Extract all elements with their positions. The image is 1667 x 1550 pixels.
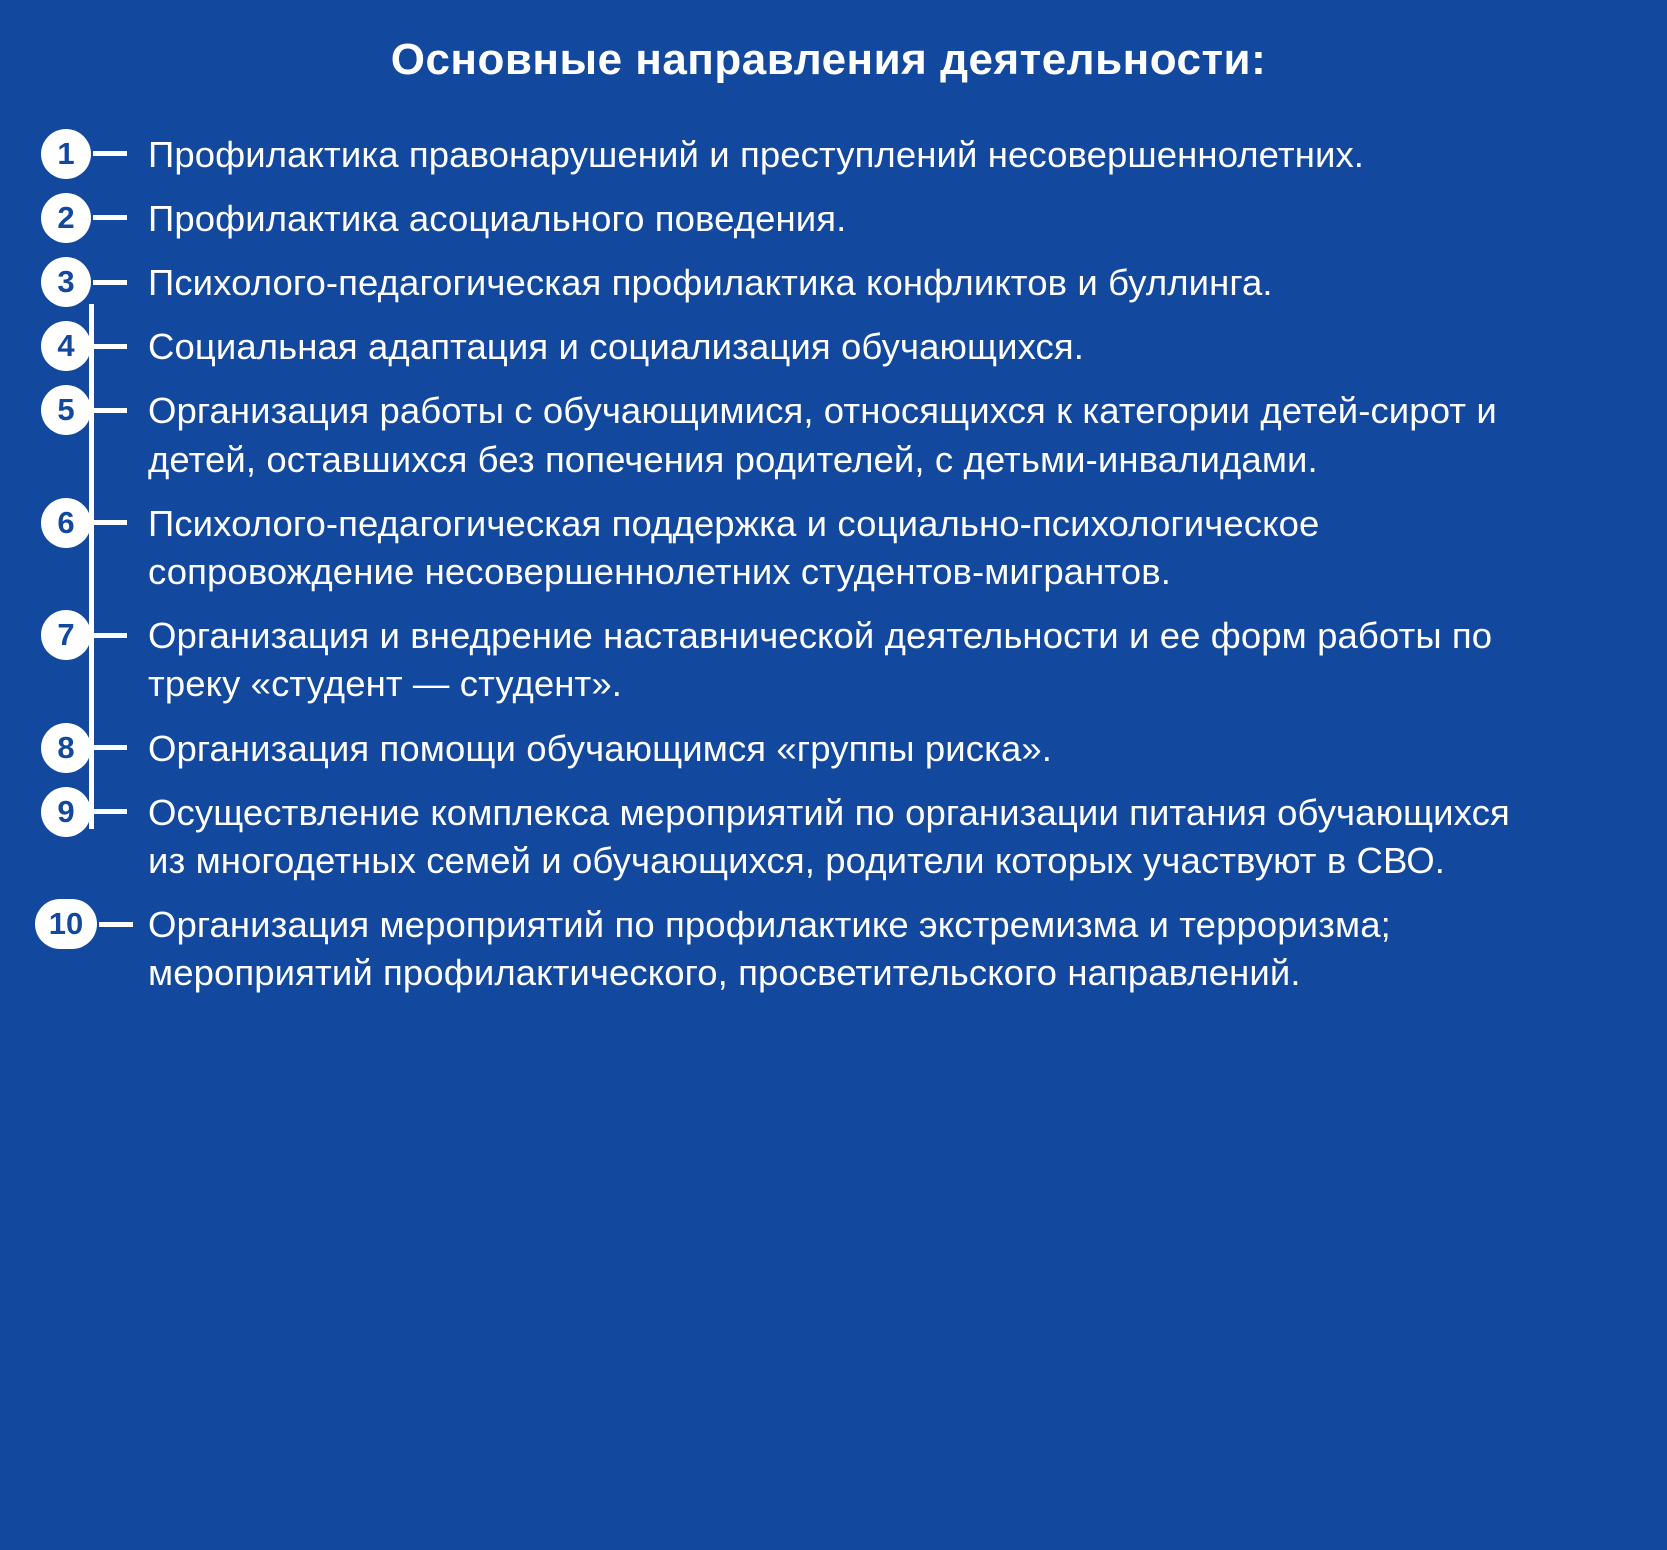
list-item <box>30 899 1607 997</box>
directions-list <box>30 129 1607 998</box>
list-item-marker <box>30 321 148 371</box>
list-item <box>30 321 1607 371</box>
item-number-badge: 1 <box>41 129 91 179</box>
list-item-marker <box>30 498 148 548</box>
list-item-text: Организация работы с обучающимися, относящихся к категории детей-сирот и детей, оставшихся без попечения родителей, с детьми-инвалидами. <box>148 390 1497 480</box>
connector-dash-icon <box>93 215 127 220</box>
list-item-text: Профилактика асоциального поведения. <box>148 197 847 239</box>
list-item-text: Организация и внедрение наставнической деятельности и ее форм работы по треку «студент — студент». <box>148 615 1493 705</box>
list-item-text: Осуществление комплекса мероприятий по организации питания обучающихся из многодетных семей и обучающихся, родители которых участвуют в СВО. <box>148 791 1510 881</box>
list-item-text: Психолого-педагогическая поддержка и социально-психологическое сопровождение несовершеннолетних студентов-мигрантов. <box>148 502 1320 592</box>
item-number-badge: 5 <box>41 385 91 435</box>
connector-dash-icon <box>93 809 127 814</box>
connector-dash-icon <box>93 344 127 349</box>
connector-dash-icon <box>93 745 127 750</box>
list-item <box>30 723 1607 773</box>
item-number-badge: 4 <box>41 321 91 371</box>
connector-dash-icon <box>93 280 127 285</box>
item-number-badge: 9 <box>41 787 91 837</box>
list-item-marker <box>30 257 148 307</box>
list-item-marker <box>30 193 148 243</box>
list-item-marker <box>30 723 148 773</box>
list-item <box>30 610 1607 708</box>
item-number-badge: 2 <box>41 193 91 243</box>
page-title: Основные направления деятельности: <box>390 35 1267 84</box>
list-item-text: Профилактика правонарушений и преступлений несовершеннолетних. <box>148 133 1365 175</box>
list-item-marker <box>30 610 148 660</box>
item-number-badge: 8 <box>41 723 91 773</box>
list-item-marker <box>30 129 148 179</box>
item-number-badge: 10 <box>35 899 97 949</box>
list-item-text: Организация мероприятий по профилактике экстремизма и терроризма; мероприятий профилактического, просветительского направлений. <box>148 904 1391 994</box>
connector-dash-icon <box>93 408 127 413</box>
list-item <box>30 193 1607 243</box>
list-item-marker <box>30 385 148 435</box>
item-number-badge: 6 <box>41 498 91 548</box>
item-number-badge: 7 <box>41 610 91 660</box>
connector-dash-icon <box>93 633 127 638</box>
list-item <box>30 385 1607 483</box>
list-item <box>30 257 1607 307</box>
list-item-text: Организация помощи обучающимся «группы риска». <box>148 727 1053 769</box>
list-item <box>30 498 1607 596</box>
list-item <box>30 129 1607 179</box>
list-item-marker <box>30 899 148 949</box>
list-item <box>30 787 1607 885</box>
list-item-text: Психолого-педагогическая профилактика конфликтов и буллинга. <box>148 262 1273 304</box>
connector-dash-icon <box>99 922 133 927</box>
list-item-text: Социальная адаптация и социализация обучающихся. <box>148 326 1084 368</box>
list-item-marker <box>30 787 148 837</box>
connector-dash-icon <box>93 151 127 156</box>
item-number-badge: 3 <box>41 257 91 307</box>
connector-dash-icon <box>93 520 127 525</box>
